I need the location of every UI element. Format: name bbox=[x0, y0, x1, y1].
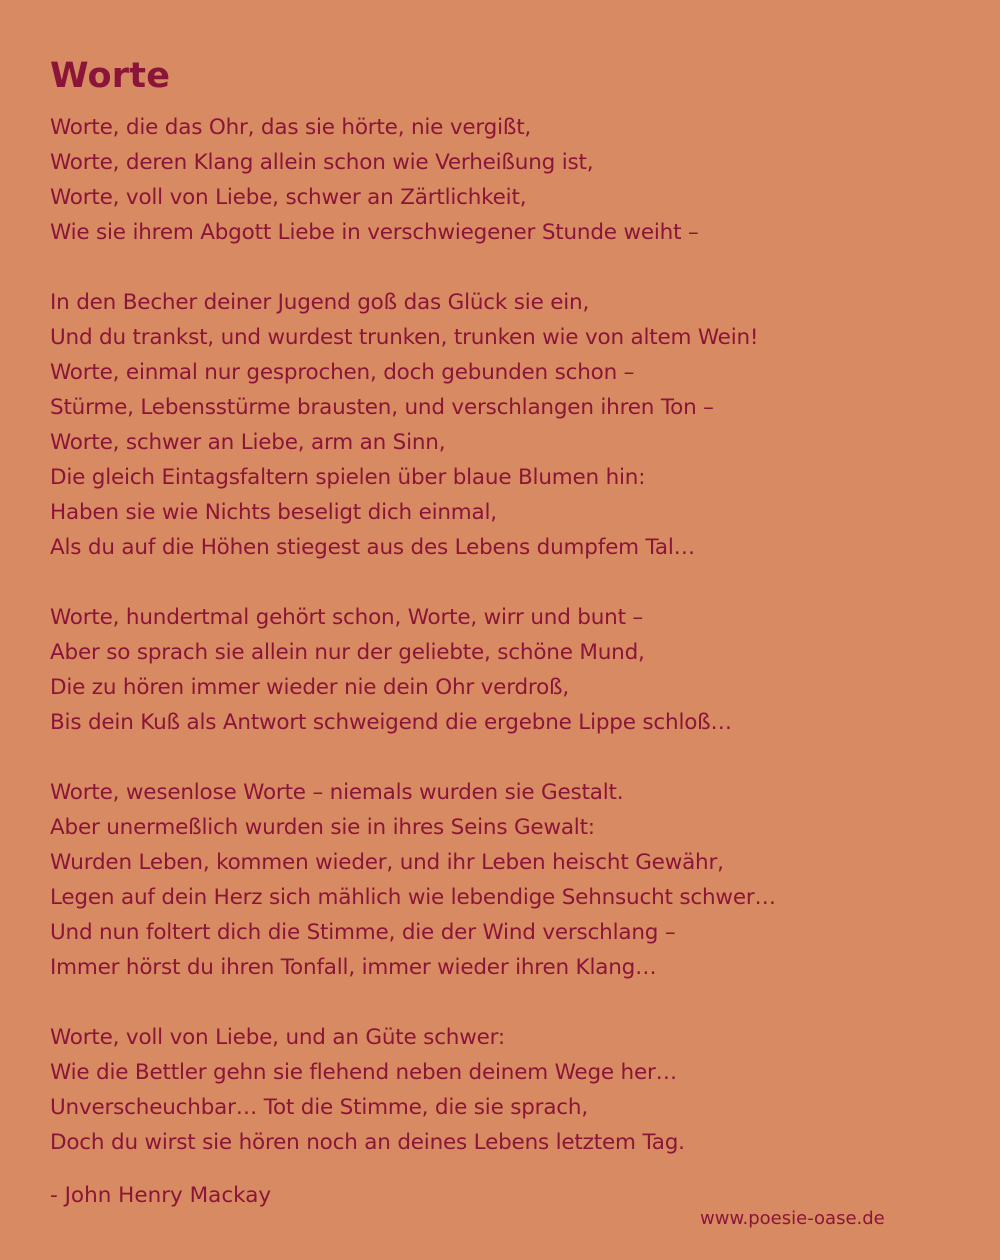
poem-line: Haben sie wie Nichts beseligt dich einmal, bbox=[50, 500, 497, 525]
poem-line: Worte, voll von Liebe, und an Güte schwer: bbox=[50, 1025, 505, 1050]
poem-line: Worte, wesenlose Worte – niemals wurden sie Gestalt. bbox=[50, 780, 624, 805]
poem-line: Wie die Bettler gehn sie flehend neben deinem Wege her… bbox=[50, 1060, 677, 1085]
poem-line: Aber so sprach sie allein nur der geliebte, schöne Mund, bbox=[50, 640, 645, 665]
stanza bbox=[50, 600, 950, 740]
poem-line: Legen auf dein Herz sich mählich wie lebendige Sehnsucht schwer… bbox=[50, 885, 776, 910]
stanza bbox=[50, 1020, 950, 1160]
poem-author: - John Henry Mackay bbox=[50, 1183, 272, 1208]
stanza bbox=[50, 110, 950, 250]
poem-line: Bis dein Kuß als Antwort schweigend die ergebne Lippe schloß… bbox=[50, 710, 732, 735]
poem-line: Worte, deren Klang allein schon wie Verheißung ist, bbox=[50, 150, 594, 175]
stanza bbox=[50, 775, 950, 985]
poem-line: Die zu hören immer wieder nie dein Ohr verdroß, bbox=[50, 675, 570, 700]
poem-line: Wie sie ihrem Abgott Liebe in verschwiegener Stunde weiht – bbox=[50, 220, 699, 245]
poem-line: Worte, einmal nur gesprochen, doch gebunden schon – bbox=[50, 360, 635, 385]
poem-title: Worte bbox=[50, 56, 171, 96]
poem-line: Wurden Leben, kommen wieder, und ihr Leben heischt Gewähr, bbox=[50, 850, 724, 875]
website-url: www.poesie-oase.de bbox=[700, 1208, 885, 1229]
poem-line: Und nun foltert dich die Stimme, die der Wind verschlang – bbox=[50, 920, 676, 945]
poem-body bbox=[50, 110, 950, 1195]
poem-line: Worte, schwer an Liebe, arm an Sinn, bbox=[50, 430, 446, 455]
poem-line: Und du trankst, und wurdest trunken, trunken wie von altem Wein! bbox=[50, 325, 759, 350]
stanza bbox=[50, 285, 950, 565]
poem-line: Aber unermeßlich wurden sie in ihres Seins Gewalt: bbox=[50, 815, 595, 840]
poem-line: Worte, voll von Liebe, schwer an Zärtlichkeit, bbox=[50, 185, 527, 210]
poem-line: Stürme, Lebensstürme brausten, und verschlangen ihren Ton – bbox=[50, 395, 714, 420]
poem-line: Immer hörst du ihren Tonfall, immer wieder ihren Klang… bbox=[50, 955, 657, 980]
poem-line: Als du auf die Höhen stiegest aus des Lebens dumpfem Tal… bbox=[50, 535, 695, 560]
poem-line: Worte, hundertmal gehört schon, Worte, wirr und bunt – bbox=[50, 605, 643, 630]
poem-line: In den Becher deiner Jugend goß das Glück sie ein, bbox=[50, 290, 590, 315]
poem-line: Doch du wirst sie hören noch an deines Lebens letztem Tag. bbox=[50, 1130, 685, 1155]
poem-line: Worte, die das Ohr, das sie hörte, nie vergißt, bbox=[50, 115, 532, 140]
poem-line: Die gleich Eintagsfaltern spielen über blaue Blumen hin: bbox=[50, 465, 646, 490]
poem-line: Unverscheuchbar… Tot die Stimme, die sie sprach, bbox=[50, 1095, 588, 1120]
